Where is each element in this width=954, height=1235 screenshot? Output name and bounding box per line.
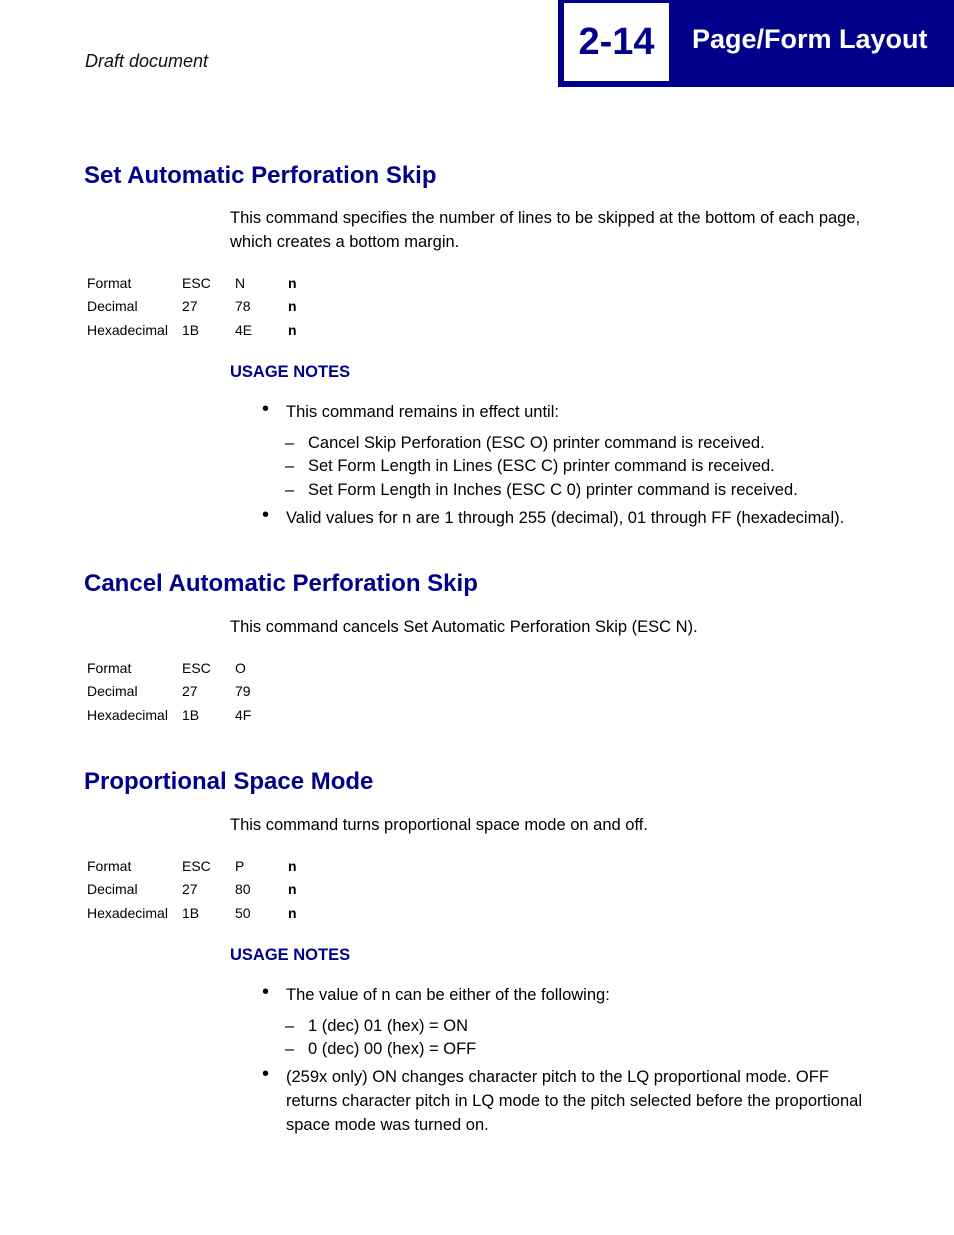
bullet-icon: •	[262, 981, 270, 1003]
usage-notes-heading: USAGE NOTES	[230, 363, 351, 381]
command-table	[87, 271, 297, 342]
table-cell: Format	[87, 659, 132, 676]
table-cell: n	[288, 857, 297, 874]
table-cell: Decimal	[87, 683, 138, 700]
note-text: The value of n can be either of the following:	[286, 986, 610, 1004]
usage-notes-heading: USAGE NOTES	[230, 946, 351, 964]
table-cell: 1B	[182, 706, 200, 723]
table-cell: 4F	[235, 706, 252, 723]
table-cell: 27	[182, 881, 198, 898]
section-title-proportional-space-mode: Proportional Space Mode	[84, 768, 374, 795]
table-row	[87, 295, 297, 319]
section-description: This command specifies the number of lines to be skipped at the bottom of each page, which creates a bottom margin.	[230, 209, 861, 251]
table-row	[87, 703, 288, 727]
sub-note-text: 0 (dec) 00 (hex) = OFF	[308, 1040, 477, 1058]
table-row	[87, 901, 297, 925]
dash-icon: –	[285, 1017, 295, 1035]
note-text: (259x only) ON changes character pitch to the LQ proportional mode. OFF returns character pitch in LQ mode to the pitch selected before the proportional space mode was turned on.	[286, 1068, 862, 1134]
sub-note-text: Set Form Length in Inches (ESC C 0) printer command is received.	[308, 481, 798, 499]
command-table	[87, 854, 297, 925]
table-cell: 78	[235, 298, 251, 315]
section-title-cancel-perforation-skip: Cancel Automatic Perforation Skip	[84, 570, 478, 597]
table-cell: n	[288, 274, 297, 291]
table-cell: 79	[235, 683, 251, 700]
bullet-icon: •	[262, 1063, 270, 1085]
table-cell: 80	[235, 881, 251, 898]
table-cell: 1B	[182, 904, 200, 921]
dash-icon: –	[285, 434, 295, 452]
sub-note-text: Set Form Length in Lines (ESC C) printer command is received.	[308, 457, 775, 475]
note-text: Valid values for n are 1 through 255 (decimal), 01 through FF (hexadecimal).	[286, 509, 845, 527]
dash-icon: –	[285, 457, 295, 475]
table-row	[87, 878, 297, 902]
table-cell: Decimal	[87, 298, 138, 315]
table-cell: n	[288, 904, 297, 921]
section-description: This command turns proportional space mode on and off.	[230, 816, 648, 834]
table-cell: 4E	[235, 321, 253, 338]
chapter-number: 2-14	[564, 3, 669, 81]
table-row	[87, 854, 297, 878]
table-cell: Hexadecimal	[87, 321, 168, 338]
table-cell: n	[288, 881, 297, 898]
note-text: This command remains in effect until:	[286, 403, 559, 421]
table-cell: ESC	[182, 659, 211, 676]
table-cell: ESC	[182, 857, 211, 874]
sub-note-text: Cancel Skip Perforation (ESC O) printer command is received.	[308, 434, 765, 452]
table-row	[87, 271, 297, 295]
table-cell: O	[235, 659, 246, 676]
section-description: This command cancels Set Automatic Perforation Skip (ESC N).	[230, 618, 698, 636]
sub-note-text: 1 (dec) 01 (hex) = ON	[308, 1017, 469, 1035]
table-cell: 50	[235, 904, 251, 921]
table-cell: N	[235, 274, 246, 291]
table-cell: Format	[87, 857, 132, 874]
table-cell: 1B	[182, 321, 200, 338]
table-row	[87, 656, 288, 680]
chapter-title: Page/Form Layout	[692, 24, 928, 54]
bullet-icon: •	[262, 398, 270, 420]
table-row	[87, 680, 288, 704]
table-cell: n	[288, 321, 297, 338]
draft-label: Draft document	[85, 51, 209, 71]
table-row	[87, 318, 297, 342]
table-cell: 27	[182, 683, 198, 700]
table-cell: Hexadecimal	[87, 904, 168, 921]
table-cell: Hexadecimal	[87, 706, 168, 723]
section-title-set-perforation-skip: Set Automatic Perforation Skip	[84, 162, 437, 189]
table-cell: n	[288, 298, 297, 315]
table-cell: Decimal	[87, 881, 138, 898]
table-cell: 27	[182, 298, 198, 315]
table-cell: Format	[87, 274, 132, 291]
bullet-icon: •	[262, 504, 270, 526]
table-cell: P	[235, 857, 245, 874]
dash-icon: –	[285, 1040, 295, 1058]
dash-icon: –	[285, 481, 295, 499]
table-cell: ESC	[182, 274, 211, 291]
command-table	[87, 656, 288, 727]
